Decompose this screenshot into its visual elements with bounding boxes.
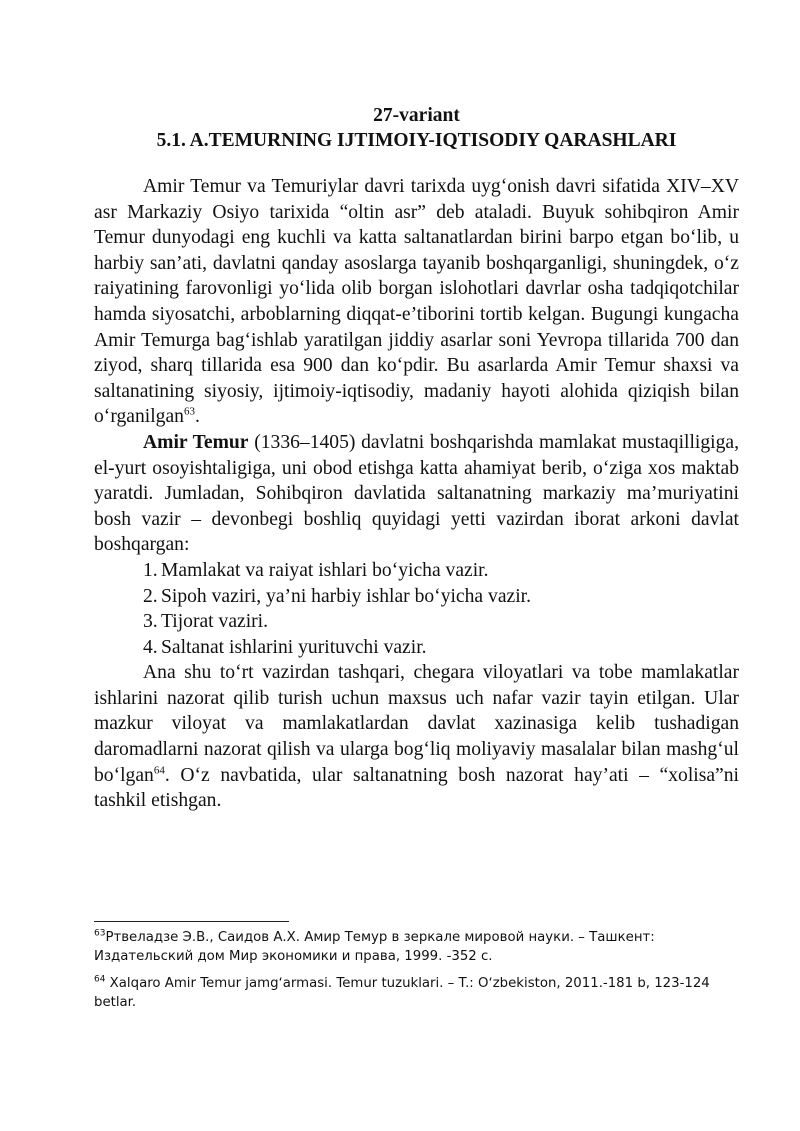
paragraph-border-end: . Oʻz navbatida, ular saltanatning bosh nazorat hay’ati – “xolisa”ni tashkil etishgan. bbox=[94, 764, 739, 812]
paragraph-border-viziers bbox=[94, 660, 739, 814]
footnote-64 bbox=[94, 974, 744, 1012]
section-title: 5.1. A.TEMURNING IJTIMOIY-IQTISODIY QARASHLARI bbox=[156, 130, 677, 151]
list-item bbox=[94, 558, 739, 584]
list-item-text: Mamlakat va raiyat ishlari boʻyicha vazir. bbox=[161, 559, 489, 581]
list-item-number: 1. bbox=[143, 559, 158, 581]
footnote-divider bbox=[94, 921, 289, 922]
paragraph-border-text: Ana shu toʻrt vazirdan tashqari, chegara viloyatlari va tobe mamlakatlar ishlarini nazorat qilib turish uchun maxsus uch nafar vazir tayin etilgan. Ular mazkur viloyat va mamlakatlardan davlat xazinasiga kelib tushadigan daromadlarni nazorat qilish va ularga bogʻliq moliyaviy masalalar bilan mashgʻul boʻlgan bbox=[94, 662, 739, 786]
footnote-ref-64[interactable]: 64 bbox=[153, 764, 165, 777]
footnote-text: Xalqaro Amir Temur jamgʻarmasi. Temur tuzuklari. – T.: Oʻzbekiston, 2011.-181 b, 123-124 betlar. bbox=[94, 976, 710, 1010]
list-item-text: Tijorat vaziri. bbox=[161, 611, 269, 633]
paragraph-governance bbox=[94, 430, 739, 558]
list-item bbox=[94, 609, 739, 635]
footnote-text: Ртвеладзе Э.В., Саидов А.Х. Амир Темур в зеркале мировой науки. – Ташкент: Издательский дом Мир экономики и права, 1999. -352 с. bbox=[94, 930, 655, 964]
list-item-number: 2. bbox=[143, 585, 158, 607]
list-item-text: Saltanat ishlarini yurituvchi vazir. bbox=[161, 636, 427, 658]
footnote-63 bbox=[94, 928, 744, 966]
footnote-number: 63 bbox=[94, 928, 106, 939]
bold-lead-name: Amir Temur bbox=[143, 431, 249, 453]
list-item bbox=[94, 635, 739, 661]
footnotes bbox=[94, 928, 744, 1020]
variant-heading: 27-variant bbox=[373, 105, 460, 126]
footnote-number: 64 bbox=[94, 974, 106, 985]
document-page bbox=[94, 103, 739, 814]
footnote-ref-63[interactable]: 63 bbox=[183, 405, 195, 418]
list-item-number: 4. bbox=[143, 636, 158, 658]
paragraph-intro-end: . bbox=[194, 406, 200, 428]
list-item-number: 3. bbox=[143, 611, 158, 633]
list-item bbox=[94, 584, 739, 610]
paragraph-intro bbox=[94, 174, 739, 430]
vizier-list bbox=[94, 558, 739, 660]
list-item-text: Sipoh vaziri, ya’ni harbiy ishlar boʻyicha vazir. bbox=[161, 585, 531, 607]
paragraph-intro-text: Amir Temur va Temuriylar davri tarixda uygʻonish davri sifatida XIV–XV asr Markaziy Osiyo tarixida “oltin asr” deb ataladi. Buyuk sohibqiron Amir Temur dunyodagi eng kuchli va katta saltanatlardan birini barpo etgan boʻlib, u harbiy san’ati, davlatni qanday asoslarga tayanib boshqarganligi, shuningdek, oʻz raiyatining farovonligi yoʻlida olib borgan islohotlari davrlar osha tadqiqotchilar hamda siyosatchi, arboblarning diqqat-e’tiborini tortib kelgan. Bugungi kungacha Amir Temurga bagʻishlab yaratilgan jiddiy asarlar soni Yevropa tillarida 700 dan ziyod, sharq tillarida esa 900 dan koʻpdir. Bu asarlarda Amir Temur shaxsi va saltanatining siyosiy, ijtimoiy-iqtisodiy, madaniy hayoti alohida qiziqish bilan oʻrganilgan bbox=[94, 176, 739, 428]
paragraph-governance-text: (1336–1405) davlatni boshqarishda mamlakat mustaqilligiga, el-yurt osoyishtaligiga, uni obod etishga katta ahamiyat berib, oʻziga xos maktab yaratdi. Jumladan, Sohibqiron davlatida saltanatning markaziy ma’muriyatini bosh vazir – devonbegi boshliq quyidagi yetti vazirdan iborat arkoni davlat boshqargan: bbox=[94, 431, 739, 556]
